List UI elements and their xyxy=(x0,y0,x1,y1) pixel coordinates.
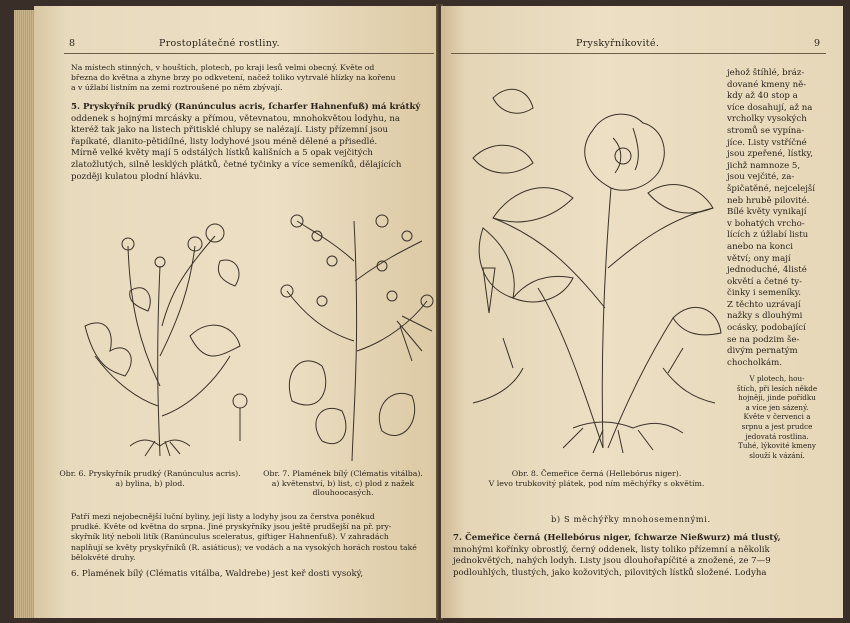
caption-line: dlouhoocasých. xyxy=(312,488,374,498)
text-line: 7. Čemeřice černá (Hellebórus niger, ſchwarze Nießwurz) má tlustý, xyxy=(453,533,781,543)
text-line: jsou vejčité, za- xyxy=(727,172,795,183)
left-running-head: Prostoplátečné rostliny. xyxy=(159,38,280,49)
text-line: jednoduché, 4listé xyxy=(727,265,807,276)
text-line: ocásky, podobající xyxy=(727,323,806,334)
header-rule xyxy=(451,53,826,54)
text-line: v bohatých vrcho- xyxy=(727,218,805,229)
text-line: Na místech stinných, v houštích, plotech, po kraji lesů velmi obecný. Květe od xyxy=(71,63,375,72)
text-line: Mírně velké květy mají 5 odstálých lístků kališních a 5 opak vejčitých xyxy=(71,148,373,159)
text-line: chocholkám. xyxy=(727,357,783,368)
text-line: řapíkaté, dlanito-pětidílné, listy lodyhové jsou méně dělené a přisedlé. xyxy=(71,136,378,147)
text-line: a v úžlabí listním na zemi roztroušené po něm zbývají. xyxy=(71,83,283,93)
text-line: prudké. Květe od května do srpna. Jiné pryskyřníky jsou ještě prudšejší na př. pry- xyxy=(71,522,392,532)
paragraph-5 xyxy=(71,102,433,183)
text-line: neb hrubě pilovité. xyxy=(727,195,810,206)
text-line: jsou zpeřené, lístky, xyxy=(727,149,813,160)
text-line: oddenek s hojnými mrcásky a přímou, větevnatou, mnohokvětou lodyhu, na xyxy=(71,113,400,124)
header-rule xyxy=(64,53,434,54)
text-line: jichž namnoze 5, xyxy=(727,160,801,171)
text-line: lících z úžlabí listu xyxy=(727,230,809,241)
text-line: Květe v červenci a xyxy=(743,412,811,422)
paragraph-6-start: 6. Plamének bílý (Clématis vitálba, Waldrebe) jest keř dosti vysoký, xyxy=(71,569,364,579)
intro-paragraph xyxy=(71,63,433,94)
caption-line: V levo trubkovitý plátek, pod ním měchýřky s okvětím. xyxy=(488,478,705,488)
caption-line: Obr. 6. Pryskyřník prudký (Ranúnculus acris). xyxy=(59,469,241,478)
side-column-text xyxy=(727,68,823,369)
text-line: března do května a zhyne brzy po odkvetení, načež toliko vytrvalé hlízky na kořenu xyxy=(71,73,396,83)
figure-7-caption xyxy=(248,469,438,498)
text-line: Z těchto uzrávají xyxy=(727,299,801,310)
caption-line: Obr. 8. Čemeřice černá (Hellebórus niger). xyxy=(511,469,682,478)
right-running-head: Pryskyřníkovité. xyxy=(576,38,660,49)
text-line: dované kmeny ně- xyxy=(727,79,807,90)
text-line: špičatěné, nejcelejší xyxy=(727,183,816,194)
text-line: jehož štíhlé, bráz- xyxy=(727,68,805,78)
text-line: později kulatou plodní hlávku. xyxy=(71,171,203,182)
hellebore-illustration xyxy=(453,68,728,463)
left-page xyxy=(34,6,438,618)
figure-6-caption xyxy=(52,469,248,488)
caption-line: a) bylina, b) plod. xyxy=(115,478,185,488)
figure-8-caption xyxy=(469,469,724,488)
caption-line: Obr. 7. Plamének bílý (Clématis vitálba). xyxy=(263,469,423,478)
text-line: okvětí a četné ty- xyxy=(727,276,803,287)
section-heading-b: b) S měchýřky mnohosemennými. xyxy=(551,514,711,524)
text-line: divým pernatým xyxy=(727,346,798,357)
text-line: větví; ony mají xyxy=(727,253,791,264)
text-line: nažky s dlouhými xyxy=(727,311,803,322)
left-page-number: 8 xyxy=(69,38,76,49)
text-line: hojněji, jinde pořídku xyxy=(738,393,816,403)
text-line: naplňují se květy pryskyřníků (R. asiáticus); ve vodách a na vysokých horách rostou také xyxy=(71,542,417,552)
text-line: bělokvěté druhy. xyxy=(71,552,136,562)
text-line: kteréž tak jako na listech přitisklé chlupy se nalézají. Listy přízemní jsou xyxy=(71,125,389,136)
text-line: mnohými kořínky obrostlý, černý oddenek, listy toliko přízemní a několik xyxy=(453,544,770,555)
right-page-number: 9 xyxy=(814,38,821,49)
text-line: podlouhlých, tlustých, jako kožovitých, pilovitých lístků složené. Lodyha xyxy=(453,567,767,578)
text-line: vrcholky vysokých xyxy=(727,114,807,125)
text-line: 5. Pryskyřník prudký (Ranúnculus acris, ſcharfer Hahnenfuß) má krátký xyxy=(71,102,421,112)
text-line: stromů se vypína- xyxy=(727,125,805,136)
side-column-small-text xyxy=(731,374,823,460)
right-page xyxy=(441,6,843,618)
text-line: více dosahují, až na xyxy=(727,102,813,113)
paragraph-7 xyxy=(453,533,825,579)
text-line: Tuhé, lýkovité kmeny xyxy=(738,441,816,451)
clematis-illustration xyxy=(262,201,437,466)
text-line: slouží k vázání. xyxy=(749,450,805,460)
caption-line: a) květenství, b) list, c) plod z nažek xyxy=(271,478,415,488)
page-edges xyxy=(14,10,36,618)
text-line: činky i semeníky. xyxy=(727,288,802,299)
text-line: Patří mezi nejobecnější luční byliny, její listy a lodyhy jsou za čerstva poněkud xyxy=(71,512,375,521)
text-line: Bílé květy vynikají xyxy=(727,207,807,218)
text-line: V plotech, hou- xyxy=(749,374,805,383)
text-line: jedovatá rostlina. xyxy=(745,431,809,441)
paragraph-after-figures xyxy=(71,512,433,563)
text-line: srpnu a jest prudce xyxy=(741,421,813,431)
text-line: jednokvětých, nahých lodyh. Listy jsou dlouhořapíčité a znožené, ze 7—9 xyxy=(453,556,771,567)
text-line: skyřník litý neboli litík (Ranúnculus sceleratus, giftiger Hahnenfuß). V zahradách xyxy=(71,532,389,542)
text-line: jíce. Listy vstříčné xyxy=(727,137,807,148)
text-line: zlatožlutých, silně lesklých plátků, četné tyčinky a více semeníků, dělajících xyxy=(71,159,402,170)
text-line: se na podzim še- xyxy=(727,334,800,345)
text-line: kdy až 40 stop a xyxy=(727,91,798,102)
text-line: a více jen sázený. xyxy=(745,402,809,412)
text-line: anebo na konci xyxy=(727,241,794,252)
text-line: štích, při lesích někde xyxy=(736,383,818,393)
buttercup-illustration xyxy=(70,206,255,461)
